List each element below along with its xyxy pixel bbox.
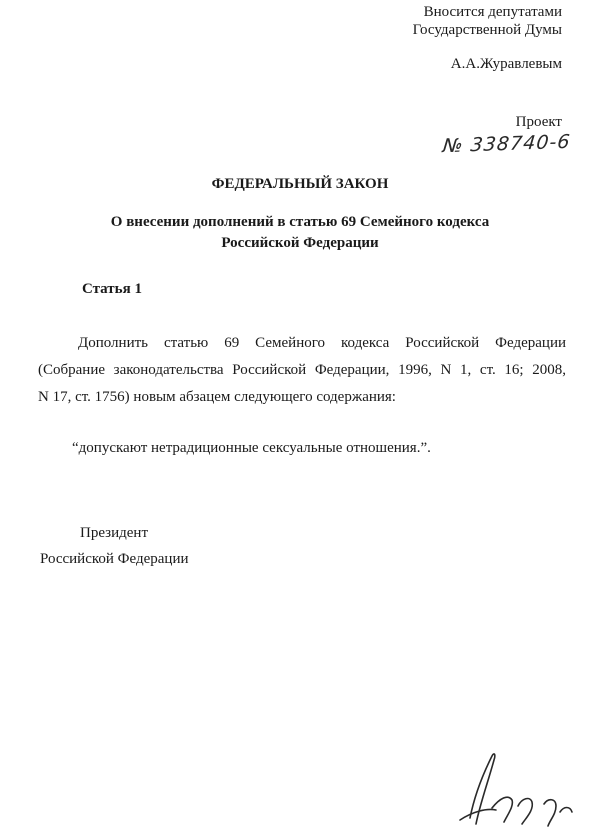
submitter-block (413, 3, 562, 39)
article-heading: Статья 1 (82, 281, 142, 297)
quoted-amendment: “допускают нетрадиционные сексуальные отношения.”. (72, 440, 431, 456)
article-body-line: Дополнить статью 69 Семейного кодекса Российской Федерации (78, 335, 566, 351)
article-body-line: N 17, ст. 1756) новым абзацем следующего содержания: (38, 389, 396, 405)
signatory-country: Российской Федерации (40, 551, 189, 567)
article-body-line: (Собрание законодательства Российской Федерации, 1996, N 1, ст. 16; 2008, (38, 362, 566, 378)
signatory-title: Президент (80, 525, 148, 541)
subtitle-line: О внесении дополнений в статью 69 Семейного кодекса (110, 214, 490, 230)
handwritten-registration-number: № 338740-6 (441, 130, 572, 158)
handwritten-signature (452, 748, 582, 827)
article-body (38, 330, 566, 411)
submitter-line: Государственной Думы (412, 22, 562, 38)
document-title: ФЕДЕРАЛЬНЫЙ ЗАКОН (211, 176, 389, 192)
subtitle-line: Российской Федерации (221, 235, 379, 251)
draft-status: Проект (515, 114, 562, 130)
deputy-name: А.А.Журавлевым (450, 56, 562, 72)
document-subtitle (0, 212, 600, 254)
submitter-line: Вносится депутатами (423, 4, 562, 20)
